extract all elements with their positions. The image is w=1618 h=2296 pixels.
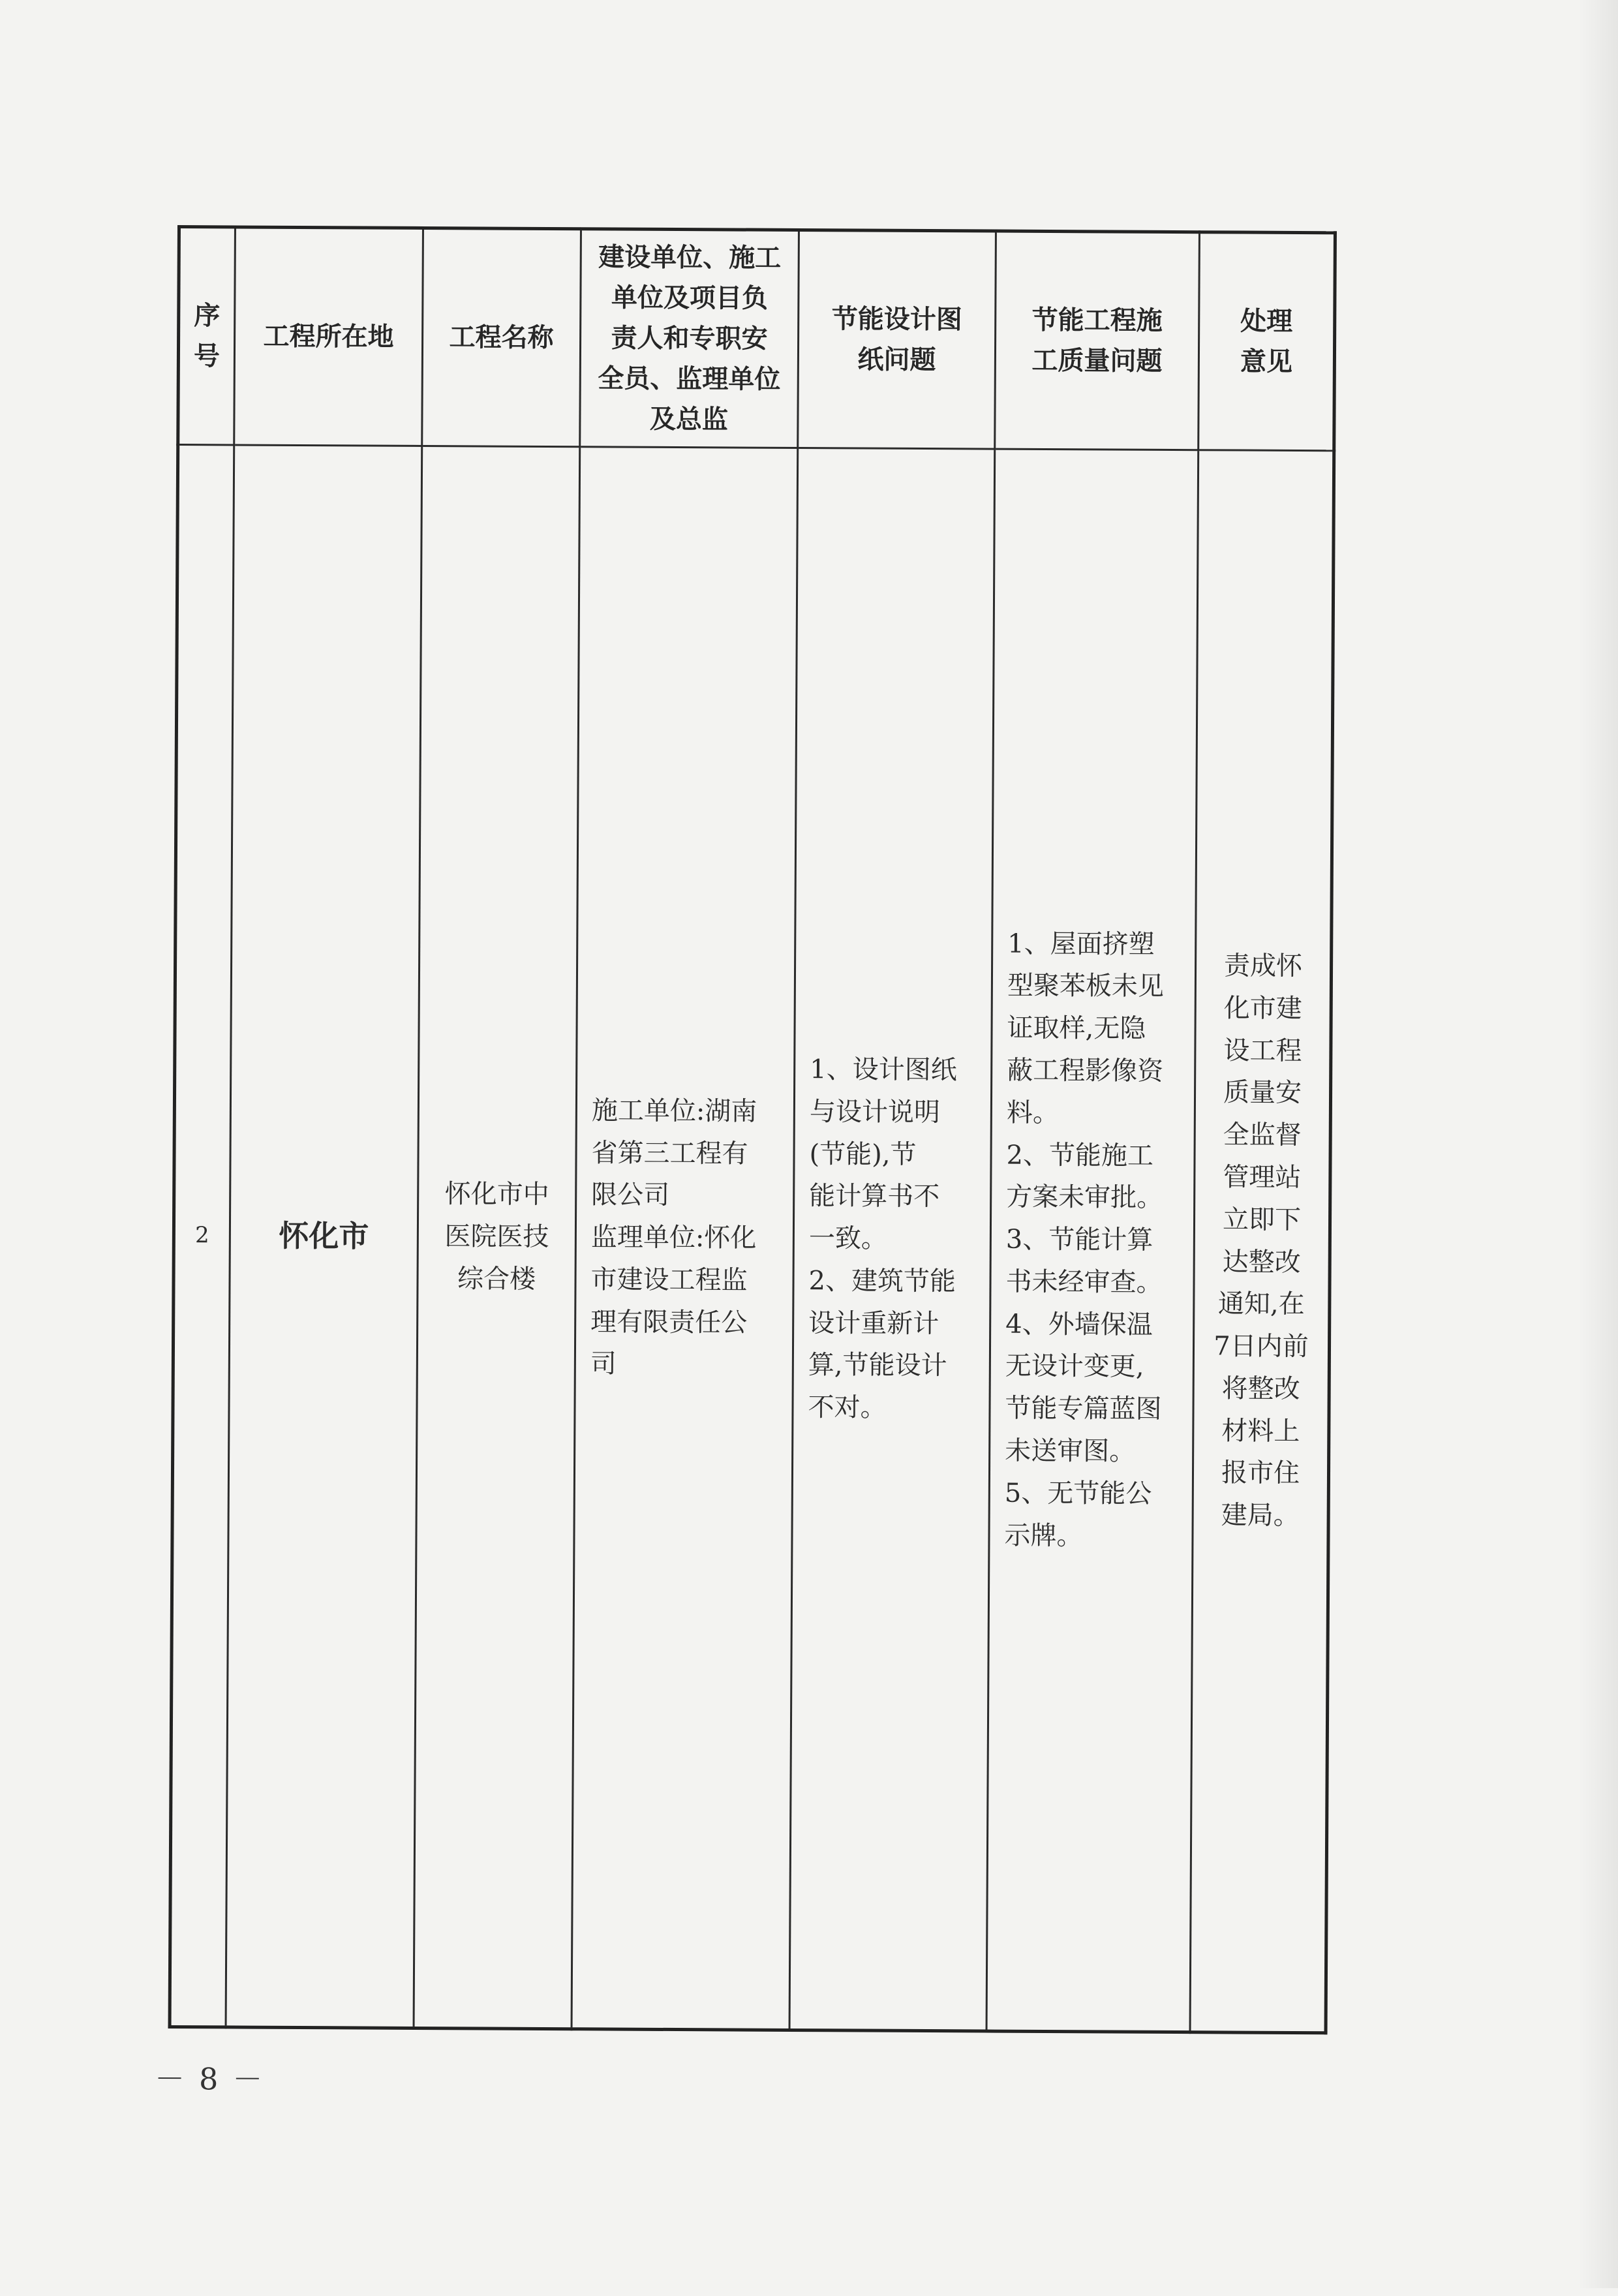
- table-header-row: [178, 227, 1336, 451]
- header-serial-number: 序 号: [178, 227, 236, 445]
- row-quality-issues-cell: [986, 449, 1198, 2032]
- row-quality-issues: 1、屋面挤塑 型聚苯板未见 证取样,无隐 蔽工程影像资 料。 2、节能施工 方案未审批。 3、节能计算 书未经审查。 4、外墙保温 无设计变更, 节能专篇蓝图 未送审图。 5、无节能公 示牌。: [1004, 928, 1165, 1551]
- table-row: [170, 445, 1334, 2033]
- header-design-issues: 节能设计图 纸问题: [798, 230, 996, 449]
- inspection-table-container: [168, 225, 1334, 2034]
- row-design-issues-cell: [789, 448, 995, 2031]
- inspection-table: [168, 225, 1337, 2034]
- row-responsible-units-cell: [572, 447, 798, 2030]
- header-location: 工程所在地: [234, 227, 423, 446]
- header-responsible-units: 建设单位、施工 单位及项目负 责人和专职安 全员、监理单位 及总监: [580, 229, 799, 448]
- row-location: 怀化市: [226, 445, 422, 2028]
- header-quality-issues: 节能工程施 工质量问题: [995, 231, 1200, 450]
- row-design-issues: 1、设计图纸 与设计说明 (节能),节 能计算书不 一致。 2、建筑节能 设计重新计 算,节能设计 不对。: [808, 1054, 957, 1423]
- row-project-name: 怀化市中 医院医技 综合楼: [444, 1179, 549, 1294]
- header-project-name: 工程名称: [422, 228, 581, 446]
- row-handling-opinion-cell: [1190, 450, 1334, 2033]
- row-project-name-cell: [414, 446, 580, 2028]
- page-number: －8－: [154, 2060, 277, 2097]
- row-handling-opinion: 责成怀 化市建 设工程 质量安 全监督 管理站 立即下 达整改 通知,在 7日内前 将整改 材料上 报市住 建局。: [1214, 951, 1309, 1531]
- row-serial-number: 2: [170, 445, 234, 2027]
- header-handling-opinion: 处理 意见: [1198, 232, 1336, 451]
- row-responsible-units: 施工单位:湖南 省第三工程有 限公司 监理单位:怀化 市建设工程监 理有限责任公 司: [590, 1095, 757, 1380]
